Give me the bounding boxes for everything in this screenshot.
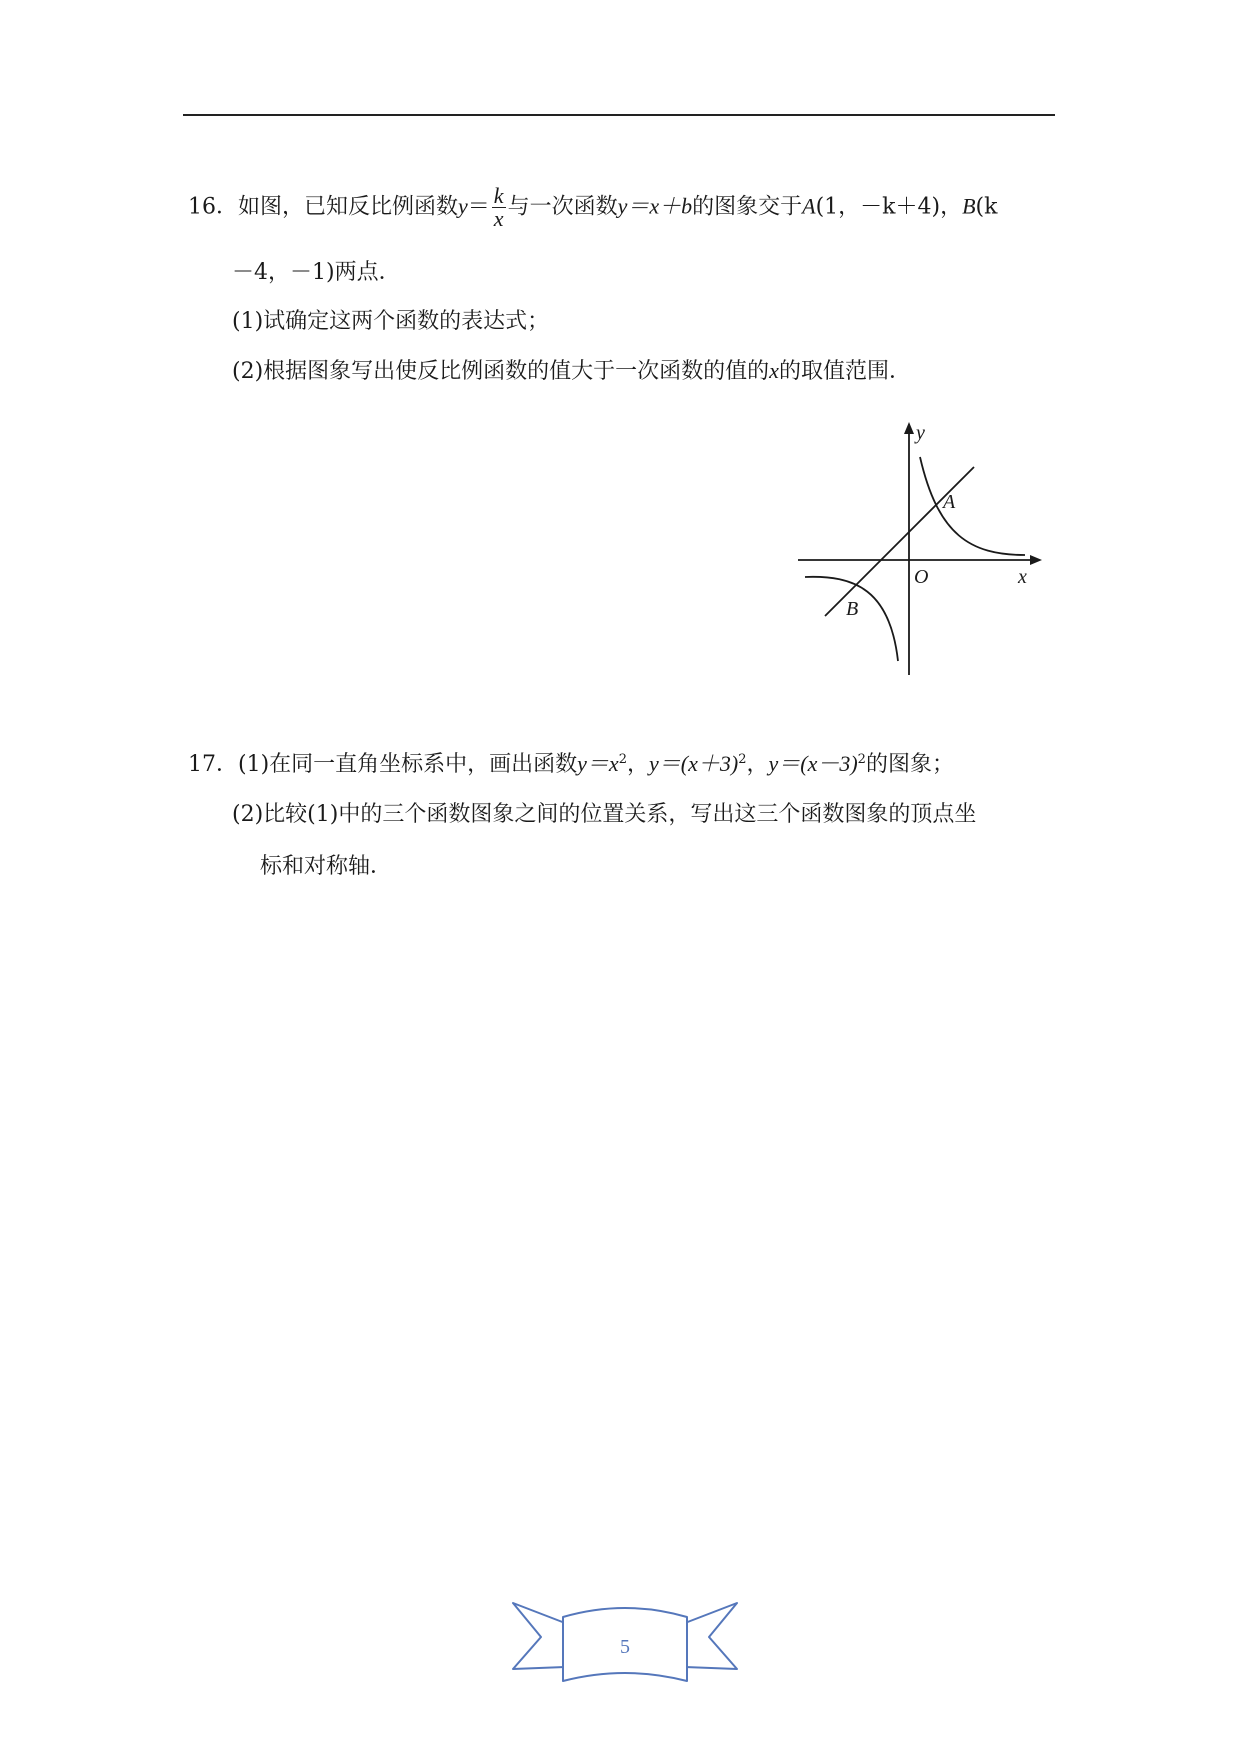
problem-16-line-2: －4，－1)两点． xyxy=(232,260,401,285)
figure-label-origin: O xyxy=(914,566,929,588)
separator-1: ， xyxy=(626,752,649,777)
fraction-denominator: x xyxy=(493,206,504,231)
point-a-coords: (1，－k＋4)， xyxy=(815,194,963,220)
figure-label-b: B xyxy=(846,598,859,620)
page-number-banner xyxy=(505,1595,745,1695)
banner-right-tail xyxy=(685,1603,737,1669)
point-b-label: B xyxy=(962,193,976,219)
problem-17-part-1 xyxy=(188,749,954,780)
point-a-label: A xyxy=(802,193,816,219)
function-1: y＝x xyxy=(577,751,619,776)
problem-17-part-2-line-1: (2)比较(1)中的三个函数图象之间的位置关系，写出这三个函数图象的顶点坐 xyxy=(232,802,977,827)
function-2: y＝(x＋3) xyxy=(649,751,739,776)
function-2-exponent: 2 xyxy=(738,752,747,767)
page-number: 5 xyxy=(620,1636,630,1658)
figure-label-x: x xyxy=(1018,566,1027,588)
function-3-exponent: 2 xyxy=(857,752,866,767)
linear-function: y＝x＋b xyxy=(617,193,693,219)
figure-label-a: A xyxy=(943,491,956,513)
y-axis-arrow xyxy=(904,422,914,434)
problem-16-line-1 xyxy=(188,185,997,230)
point-b-open: (k xyxy=(975,194,998,220)
figure-label-y: y xyxy=(916,422,925,444)
top-rule xyxy=(183,114,1055,116)
problem-17-part-1-before: (1)在同一直角坐标系中，画出函数 xyxy=(238,752,578,777)
separator-2: ， xyxy=(746,752,769,777)
equals-sign: ＝ xyxy=(467,194,490,220)
fraction-numerator: k xyxy=(493,183,504,208)
function-3: y＝(x－3) xyxy=(768,751,858,776)
problem-17-part-2-line-2: 标和对称轴． xyxy=(260,854,393,879)
problem-17-number: 17． xyxy=(188,752,238,777)
problem-16-number: 16． xyxy=(188,194,238,220)
problem-17-part-1-after: 的图象； xyxy=(865,752,954,777)
part-2-before: (2)根据图象写出使反比例函数的值大于一次函数的值的 xyxy=(232,359,770,384)
linear-function-line xyxy=(825,467,974,616)
problem-16-intro: 如图，已知反比例函数 xyxy=(238,194,459,220)
part-2-after: 的取值范围． xyxy=(778,359,911,384)
problem-16-figure xyxy=(780,415,1060,685)
y1-lhs: y xyxy=(458,193,468,219)
x-axis-arrow xyxy=(1030,555,1042,565)
banner-left-tail xyxy=(513,1603,565,1669)
problem-16-part-2 xyxy=(232,356,911,387)
fraction-k-over-x xyxy=(492,185,506,230)
problem-16-part-1: (1)试确定这两个函数的表达式； xyxy=(232,309,550,334)
problem-16-after-linear: 的图象交于 xyxy=(692,194,803,220)
problem-16-mid: 与一次函数 xyxy=(507,194,618,220)
part-2-variable: x xyxy=(769,358,779,383)
function-1-exponent: 2 xyxy=(618,752,627,767)
